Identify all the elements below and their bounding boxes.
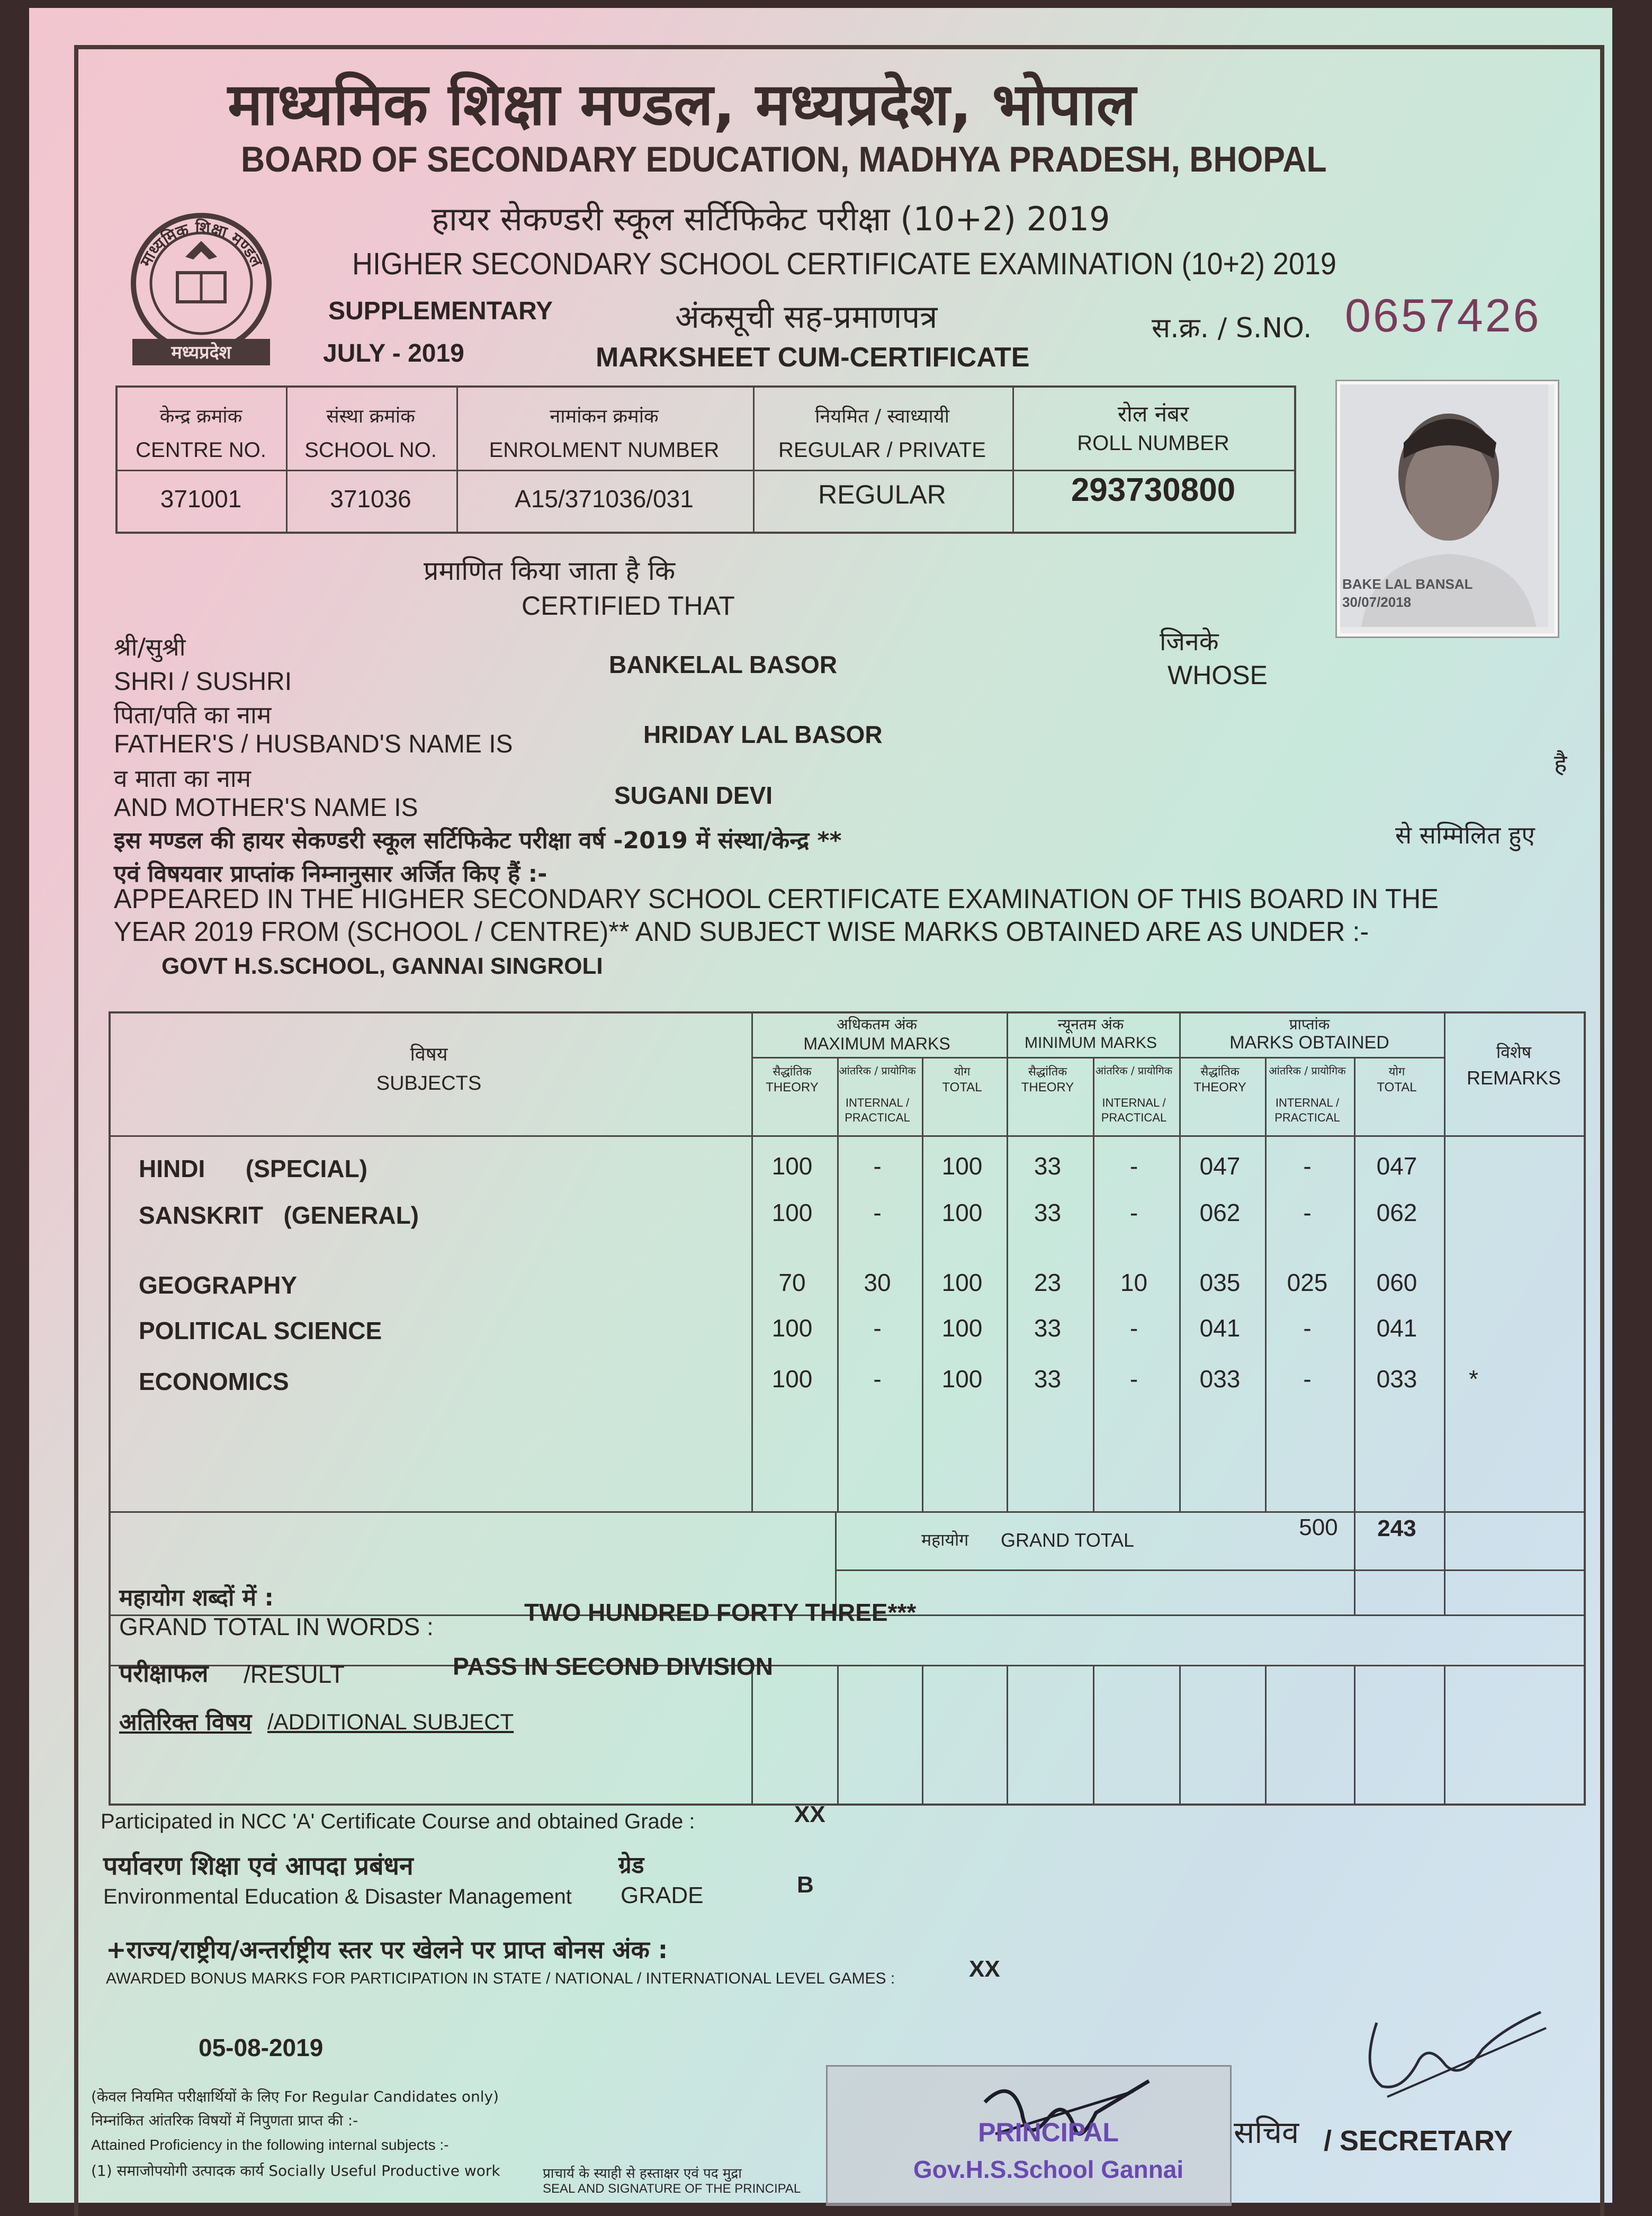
exam-title-hindi: हायर सेकण्डरी स्कूल सर्टिफिकेट परीक्षा (10+2) 2019 (432, 200, 1110, 238)
grand-total-words-label-hi: महायोग शब्दों में : (119, 1584, 274, 1611)
secretary-label-hi: सचिव (1234, 2114, 1299, 2150)
grade-value: B (797, 1872, 814, 1898)
bonus-label-hi: +राज्य/राष्ट्रीय/अन्तर्राष्ट्रीय स्तर पर खेलने पर प्राप्त बोनस अंक : (106, 1935, 668, 1964)
remarks-header: REMARKS (1466, 1067, 1561, 1089)
school-name: GOVT H.S.SCHOOL, GANNAI SINGROLI (161, 953, 603, 979)
obtained-header-hi: प्राप्तांक (1289, 1016, 1330, 1033)
obt-total-hi: योग (1388, 1065, 1405, 1079)
min-internal-2: PRACTICAL (1101, 1111, 1167, 1124)
obt-total-value: 033 (1376, 1365, 1417, 1393)
bonus-label: AWARDED BONUS MARKS FOR PARTICIPATION IN STATE / NATIONAL / INTERNATIONAL LEVEL GAMES : (106, 1970, 895, 1987)
whose-hindi: जिनके (1160, 627, 1219, 657)
appeared-hindi-line1: इस मण्डल की हायर सेकण्डरी स्कूल सर्टिफिकेट परीक्षा वर्ष -2019 में संस्था/केन्द्र ** (114, 827, 842, 854)
max-total-value: 100 (941, 1365, 983, 1393)
max-marks-header-hi: अधिकतम अंक (837, 1016, 917, 1033)
regular-note: (केवल नियमित परीक्षार्थियों के लिए For Regular Candidates only) (91, 2088, 499, 2105)
father-label-hindi: पिता/पति का नाम (114, 701, 272, 729)
max-internal-value: 30 (864, 1269, 891, 1296)
max-theory: THEORY (766, 1080, 819, 1094)
min-internal-value: - (1129, 1314, 1138, 1342)
max-internal-value: - (873, 1152, 882, 1180)
regular-private-value: REGULAR (818, 480, 946, 509)
grand-total-obtained: 243 (1377, 1515, 1416, 1541)
subject-name: SANSKRIT (GENERAL) (139, 1201, 419, 1229)
bonus-value: XX (969, 1956, 1000, 1982)
max-internal-1: INTERNAL / (845, 1096, 910, 1109)
max-internal-value: - (873, 1199, 882, 1226)
grand-total-label: GRAND TOTAL (1001, 1529, 1135, 1551)
additional-subject-label-hi: अतिरिक्त विषय (119, 1709, 252, 1736)
sup-work-note: (1) समाजोपयोगी उत्पादक कार्य Socially Useful Productive work (91, 2162, 500, 2179)
min-marks-header-hi: न्यूनतम अंक (1057, 1016, 1124, 1033)
appeared-english-line2: YEAR 2019 FROM (SCHOOL / CENTRE)** AND SUBJECT WISE MARKS OBTAINED ARE AS UNDER :- (114, 917, 1369, 947)
max-theory-hi: सैद्धांतिक (773, 1065, 812, 1079)
session-type: SUPPLEMENTARY (328, 297, 553, 325)
obt-total-value: 060 (1376, 1269, 1417, 1296)
seal-text: माध्यमिक शिक्षा मण्डल (137, 218, 266, 270)
obt-theory-value: 033 (1199, 1365, 1241, 1393)
env-education-label: Environmental Education & Disaster Management (103, 1885, 572, 1908)
mother-name: SUGANI DEVI (614, 782, 773, 809)
centre-no-label-hi: केन्द्र क्रमांक (159, 406, 243, 427)
ncc-label: Participated in NCC 'A' Certificate Course and obtained Grade : (101, 1810, 695, 1833)
principal-seal-label: SEAL AND SIGNATURE OF THE PRINCIPAL (543, 2182, 801, 2196)
result-label-hi: परीक्षाफल (119, 1659, 209, 1688)
max-theory-value: 100 (771, 1152, 813, 1180)
additional-subject-label: /ADDITIONAL SUBJECT (267, 1709, 514, 1734)
grand-total-max: 500 (1299, 1514, 1338, 1540)
enrolment-value: A15/371036/031 (515, 485, 694, 513)
document-title-hindi: अंकसूची सह-प्रमाणपत्र (675, 299, 938, 336)
max-total-value: 100 (941, 1314, 983, 1342)
certified-that-english: CERTIFIED THAT (522, 591, 735, 621)
shri-label-english: SHRI / SUSHRI (114, 668, 292, 696)
photo-caption-date: 30/07/2018 (1342, 594, 1412, 610)
result-label: /RESULT (244, 1661, 345, 1688)
centre-no-value: 371001 (160, 485, 242, 513)
centre-no-label: CENTRE NO. (136, 438, 266, 462)
enrolment-label: ENROLMENT NUMBER (489, 438, 720, 462)
env-education-label-hi: पर्यावरण शिक्षा एवं आपदा प्रबंधन (103, 1851, 414, 1881)
regular-private-label-hi: नियमित / स्वाध्यायी (815, 406, 949, 427)
obt-theory-value: 035 (1199, 1269, 1241, 1296)
school-no-value: 371036 (330, 485, 411, 513)
obt-internal-2: PRACTICAL (1274, 1111, 1340, 1124)
proficiency-note: Attained Proficiency in the following internal subjects :- (91, 2137, 449, 2153)
student-name: BANKELAL BASOR (609, 651, 838, 678)
min-theory-value: 33 (1034, 1365, 1062, 1393)
subject-name: ECONOMICS (139, 1368, 289, 1395)
grand-total-words-value: TWO HUNDRED FORTY THREE*** (524, 1599, 917, 1626)
mother-label-hindi: व माता का नाम (114, 764, 252, 793)
remarks-header-hi: विशेष (1496, 1042, 1532, 1062)
enrolment-label-hi: नामांकन क्रमांक (550, 406, 659, 427)
roll-number-label: ROLL NUMBER (1077, 432, 1229, 455)
max-internal-value: - (873, 1314, 882, 1342)
subject-name: GEOGRAPHY (139, 1271, 298, 1299)
obt-internal-value: - (1303, 1365, 1312, 1393)
school-no-label: SCHOOL NO. (304, 438, 437, 462)
obt-theory-value: 062 (1199, 1199, 1241, 1226)
min-theory: THEORY (1021, 1080, 1074, 1094)
max-theory-value: 100 (771, 1199, 813, 1226)
appeared-english-line1: APPEARED IN THE HIGHER SECONDARY SCHOOL CERTIFICATE EXAMINATION OF THIS BOARD IN THE (114, 884, 1439, 914)
min-internal-value: - (1129, 1199, 1138, 1226)
obt-internal-hi: आंतरिक / प्रायोगिक (1269, 1064, 1346, 1077)
roll-number-label-hi: रोल नंबर (1117, 401, 1189, 427)
max-total-value: 100 (941, 1199, 983, 1226)
obt-theory: THEORY (1193, 1080, 1246, 1094)
principal-seal-label-hi: प्राचार्य के स्याही से हस्ताक्षर एवं पद मुद्रा (543, 2166, 742, 2182)
obt-total-value: 062 (1376, 1199, 1417, 1226)
whose-english: WHOSE (1168, 660, 1268, 690)
max-theory-value: 100 (771, 1314, 813, 1342)
subjects-header-hi: विषय (410, 1044, 448, 1065)
grade-label-hi: ग्रेड (618, 1852, 644, 1879)
obt-internal-value: - (1303, 1199, 1312, 1226)
min-marks-header: MINIMUM MARKS (1025, 1034, 1157, 1052)
certified-that-hindi: प्रमाणित किया जाता है कि (424, 555, 676, 586)
grand-total-label-hi: महायोग (921, 1530, 969, 1550)
subjects-header: SUBJECTS (376, 1072, 482, 1094)
min-theory-value: 33 (1034, 1199, 1062, 1226)
max-total: TOTAL (942, 1080, 982, 1094)
min-theory-value: 33 (1034, 1314, 1062, 1342)
principal-stamp-school: Gov.H.S.School Gannai (913, 2156, 1184, 2183)
subject-name: POLITICAL SCIENCE (139, 1317, 382, 1344)
board-seal-emblem (116, 209, 289, 373)
subject-name: HINDI (SPECIAL) (139, 1155, 367, 1182)
father-label-english: FATHER'S / HUSBAND'S NAME IS (114, 730, 513, 758)
min-theory-value: 23 (1034, 1269, 1062, 1296)
appeared-hindi-line2: एवं विषयवार प्राप्तांक निम्नानुसार अर्जित किए हैं :- (114, 860, 547, 887)
min-theory-hi: सैद्धांतिक (1028, 1065, 1067, 1079)
min-internal-value: 10 (1120, 1269, 1148, 1296)
obt-internal-value: 025 (1287, 1269, 1328, 1296)
father-name: HRIDAY LAL BASOR (643, 721, 883, 748)
hai-text: है (1554, 749, 1567, 778)
obt-total-value: 047 (1376, 1152, 1417, 1180)
remark-value: * (1469, 1365, 1478, 1393)
obt-internal-value: - (1303, 1314, 1312, 1342)
max-internal-2: PRACTICAL (845, 1111, 910, 1124)
min-internal-1: INTERNAL / (1102, 1096, 1166, 1109)
max-internal-value: - (873, 1365, 882, 1393)
shri-label-hindi: श्री/सुश्री (114, 633, 186, 661)
secretary-signature (1355, 2007, 1557, 2107)
roll-number-value: 293730800 (1071, 472, 1236, 508)
board-title-english: BOARD OF SECONDARY EDUCATION, MADHYA PRADESH, BHOPAL (241, 139, 1327, 180)
obtained-header: MARKS OBTAINED (1229, 1033, 1389, 1053)
obt-total-value: 041 (1376, 1314, 1417, 1342)
grand-total-words-label: GRAND TOTAL IN WORDS : (119, 1613, 434, 1640)
board-title-hindi: माध्यमिक शिक्षा मण्डल, मध्यप्रदेश, भोपाल (228, 70, 1136, 138)
photo-caption-name: BAKE LAL BANSAL (1342, 576, 1473, 592)
secretary-label: / SECRETARY (1324, 2125, 1513, 2157)
serial-number-value: 0657426 (1345, 289, 1541, 342)
min-internal-value: - (1129, 1152, 1138, 1180)
obt-theory-value: 047 (1199, 1152, 1241, 1180)
obt-total: TOTAL (1377, 1080, 1417, 1094)
appeared-hindi-right: से सम्मिलित हुए (1395, 821, 1535, 849)
max-total-value: 100 (941, 1152, 983, 1180)
max-theory-value: 100 (771, 1365, 813, 1393)
seal-banner: मध्यप्रदेश (171, 342, 231, 363)
principal-stamp-title: PRINCIPAL (978, 2118, 1119, 2147)
proficiency-note-hi: निम्नांकित आंतरिक विषयों में निपुणता प्राप्त की :- (91, 2112, 358, 2129)
max-theory-value: 70 (778, 1269, 806, 1296)
serial-number-label: स.क्र. / S.NO. (1152, 312, 1312, 344)
max-internal-hi: आंतरिक / प्रायोगिक (839, 1064, 916, 1077)
mother-label-english: AND MOTHER'S NAME IS (114, 794, 418, 822)
result-value: PASS IN SECOND DIVISION (453, 1653, 773, 1680)
min-internal-hi: आंतरिक / प्रायोगिक (1095, 1064, 1173, 1077)
obt-theory-hi: सैद्धांतिक (1200, 1065, 1240, 1079)
document-title-english: MARKSHEET CUM-CERTIFICATE (596, 342, 1030, 373)
issue-date: 05-08-2019 (199, 2034, 324, 2061)
obt-internal-1: INTERNAL / (1275, 1096, 1340, 1109)
regular-private-label: REGULAR / PRIVATE (778, 438, 986, 462)
max-total-value: 100 (941, 1269, 983, 1296)
school-no-label-hi: संस्था क्रमांक (326, 406, 415, 427)
max-marks-header: MAXIMUM MARKS (803, 1034, 950, 1053)
max-total-hi: योग (954, 1065, 971, 1079)
grade-label: GRADE (621, 1882, 704, 1908)
obt-theory-value: 041 (1199, 1314, 1241, 1342)
obt-internal-value: - (1303, 1152, 1312, 1180)
ncc-grade-value: XX (794, 1801, 825, 1827)
min-theory-value: 33 (1034, 1152, 1062, 1180)
session-date: JULY - 2019 (323, 339, 464, 367)
exam-title-english: HIGHER SECONDARY SCHOOL CERTIFICATE EXAMINATION (10+2) 2019 (352, 247, 1336, 281)
min-internal-value: - (1129, 1365, 1138, 1393)
